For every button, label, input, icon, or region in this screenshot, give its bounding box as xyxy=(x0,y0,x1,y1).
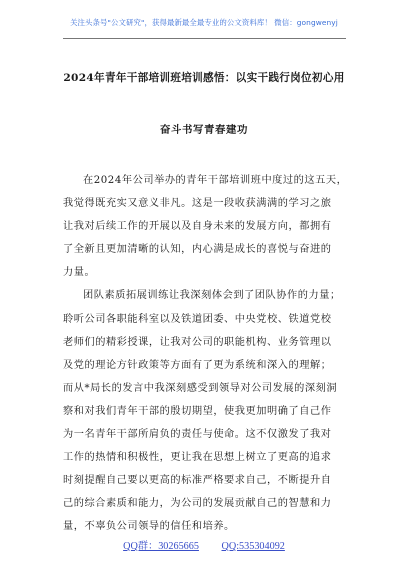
body-line: 而从*局长的发言中我深刻感受到领导对公司发展的深刻洞 xyxy=(63,382,338,394)
body-line: 团队素质拓展训练让我深刻体会到了团队协作的力量； xyxy=(83,290,341,302)
body-line: 让我对后续工作的开展以及自身未来的发展方向，都拥有 xyxy=(63,221,332,233)
body-line: 及党的理论方针政策等方面有了更为系统和深入的理解； xyxy=(63,359,332,371)
body-line: 我觉得既充实又意义非凡。这是一段收获满满的学习之旅 xyxy=(63,198,332,210)
body-line: 力量。 xyxy=(63,267,96,279)
header-divider xyxy=(63,38,346,39)
body-line: 聆听公司各职能科室以及铁道团委、中央党校、铁道党校 xyxy=(63,313,332,325)
qq-contact-link[interactable]: QQ:535304092 xyxy=(221,541,285,552)
body-line: 时刻提醒自己要以更高的标准严格要求自己，不断提升自 xyxy=(63,475,332,487)
body-line: 为一名青年干部所肩负的责任与使命。这不仅激发了我对 xyxy=(63,429,332,441)
body-line: 察和对我们青年干部的殷切期望，使我更加明确了自己作 xyxy=(63,405,332,417)
footer-contacts xyxy=(0,537,408,552)
body-line: 量，不辜负公司领导的信任和培养。 xyxy=(63,521,235,533)
body-line: 了全新且更加清晰的认知，内心满是成长的喜悦与奋进的 xyxy=(63,244,332,256)
body-line: 己的综合素质和能力，为公司的发展贡献自己的智慧和力 xyxy=(63,498,332,510)
header-banner: 关注头条号"公文研究"，获得最新最全最专业的公文资料库！ 微信：gongwenyj xyxy=(70,18,338,27)
document-body xyxy=(63,169,353,539)
document-title: 2024年青年干部培训班培训感悟：以实干践行岗位初心用 xyxy=(63,72,345,84)
qq-group-link[interactable]: QQ群：30265665 xyxy=(123,541,199,552)
document-subtitle: 奋斗书写青春建功 xyxy=(160,124,248,136)
body-line: 老师们的精彩授课，让我对公司的职能机构、业务管理以 xyxy=(63,336,332,348)
body-line: 在2024年公司举办的青年干部培训班中度过的这五天， xyxy=(83,175,348,186)
body-line: 工作的热情和积极性，更让我在思想上树立了更高的追求 xyxy=(63,452,332,464)
